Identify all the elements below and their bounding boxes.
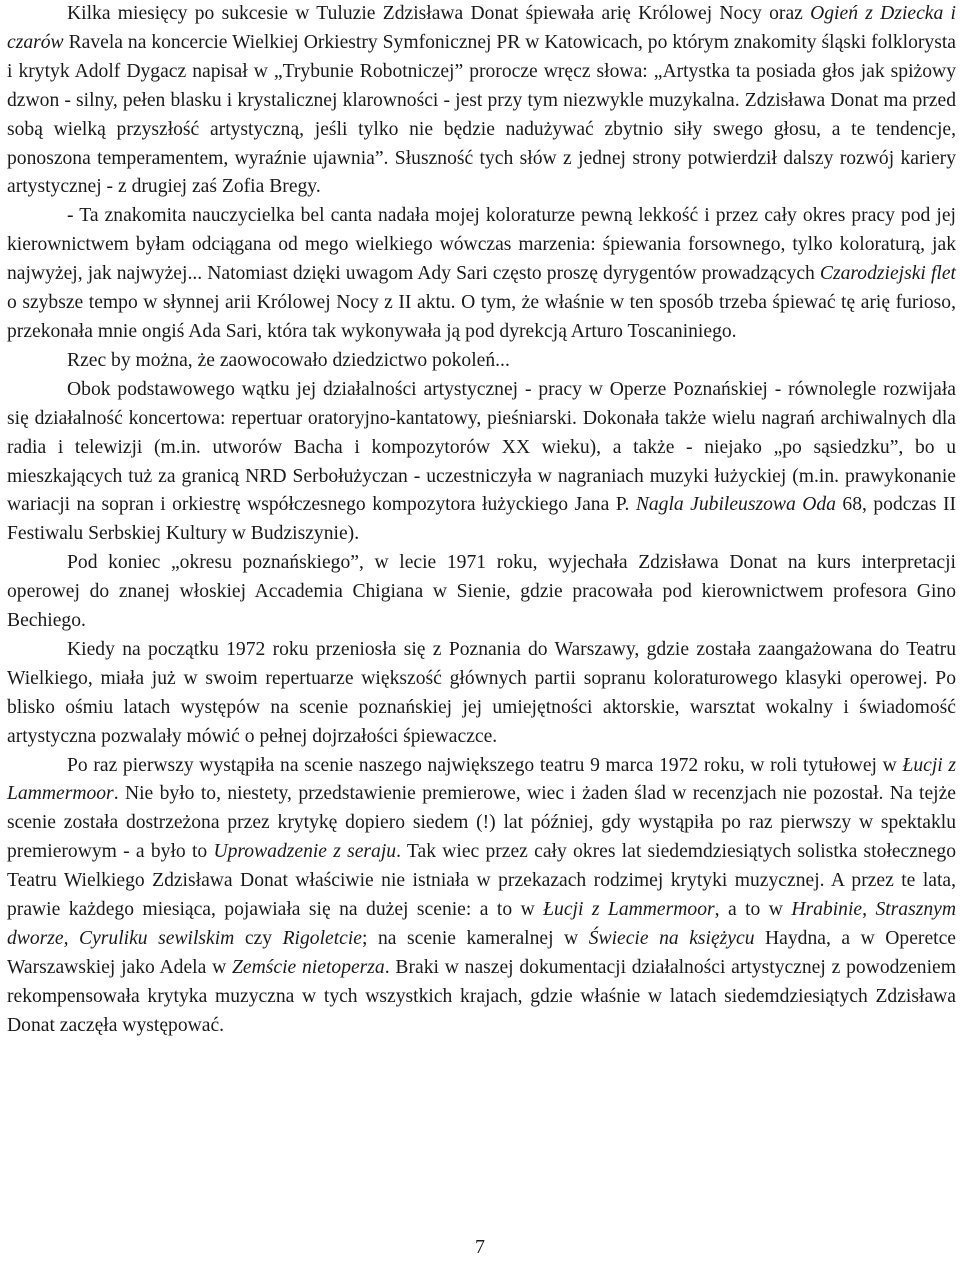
italic-title: Hrabinie, Strasznym dworze, Cyruliku sewilskim (7, 899, 956, 949)
paragraph (7, 636, 956, 752)
paragraph (7, 549, 956, 636)
text-run: Kiedy na początku 1972 roku przeniosła się z Poznania do Warszawy, gdzie została zaangażowana do Teatru Wielkiego, miała już w swoim repertuarze większość głównych partii sopranu koloraturowego klasyki operowej. Po blisko ośmiu latach występów na scenie poznańskiej jej umiejętności aktorskie, warsztat wokalny i świadomość artystyczna pozwalały mówić o pełnej dojrzałości śpiewaczce. (7, 638, 956, 747)
italic-title: Czarodziejski flet (819, 263, 956, 285)
italic-title: Ogień z Dziecka i czarów (7, 3, 956, 53)
paragraph (7, 347, 956, 376)
text-run: Pod koniec „okresu poznańskiego”, w lecie 1971 roku, wyjechała Zdzisława Donat na kurs interpretacji operowej do znanej włoskiej Accademia Chigiana w Sienie, gdzie pracowała pod kierownictwem profesora Gino Bechiego. (7, 552, 956, 632)
text-run: Haydna, a w Operetce Warszawskiej jako Adela w (7, 928, 956, 978)
italic-title: Nagla Jubileuszowa Oda (635, 494, 836, 516)
page-number: 7 (475, 1236, 485, 1258)
text-run: ; na scenie kameralnej w (362, 928, 589, 949)
text-run: . Nie było to, niestety, przedstawienie premierowe, wiec i żaden ślad w recenzjach nie pozostał. Na tejże scenie została dostrzeżona przez krytykę dopiero siedem (!) lat później, gdy wystąpiła po raz pierwszy w spektaklu premierowym - a było to (7, 783, 956, 863)
text-run: , a to w (714, 899, 792, 921)
text-run: Ravela na koncercie Wielkiej Orkiestry Symfonicznej PR w Katowicach, po którym znakomity śląski folklorysta i krytyk Adolf Dygacz napisał w „Trybunie Robotniczej” prorocze wręcz słowa: „Artystka ta posiada głos jak spiżowy dzwon - silny, pełen blasku i krystalicznej klarowności - jest przy tym niezwykle muzykalna. Zdzisława Donat ma przed sobą wielką przyszłość artystyczną, jeśli tylko nie będzie nadużywać zbytnio siły swego głosu, a te tendencje, ponoszona temperamentem, wyraźnie ujawnia”. Słuszność tych słów z jednej strony potwierdził dalszy rozwój kariery artystycznej - z drugiej zaś Zofia Bregy. (7, 31, 956, 198)
paragraphs (7, 0, 956, 1041)
paragraph (7, 376, 956, 549)
text-run: . Braki w naszej dokumentacji działalności artystycznej z powodzeniem rekompensowała krytyka muzyczna w tych wszystkich krajach, gdzie właśnie w latach siedemdziesiątych Zdzisława Donat zaczęła występować. (7, 956, 956, 1036)
text-run: o szybsze tempo w słynnej arii Królowej Nocy z II aktu. O tym, że właśnie w ten sposób trzeba śpiewać tę arię furioso, przekonała mnie ongiś Ada Sari, która tak wykonywała ją pod dyrekcją Arturo Toscaniniego. (7, 292, 956, 342)
text-run: czy (234, 928, 283, 949)
italic-title: Zemście nietoperza (232, 956, 385, 978)
paragraph (7, 202, 956, 347)
italic-title: Uprowadzenie z seraju (213, 841, 397, 863)
document-body (7, 0, 956, 1041)
italic-title: Rigoletcie (282, 928, 363, 949)
text-run: Po raz pierwszy wystąpiła na scenie naszego największego teatru 9 marca 1972 roku, w roli tytułowej w (67, 754, 903, 776)
text-run: - Ta znakomita nauczycielka bel canta nadała mojej koloraturze pewną lekkość i przez cały okres pracy pod jej kierownictwem byłam odciągana od mego wielkiego wówczas marzenia: śpiewania forsownego, tylko koloraturą, jak najwyżej, jak najwyżej... Natomiast dzięki uwagom Ady Sari często proszę dyrygentów prowadzących (7, 205, 956, 285)
italic-title: Łucji z Lammermoor (7, 754, 956, 805)
italic-title: Łucji z Lammermoor (543, 899, 715, 921)
paragraph (7, 752, 956, 1041)
text-run: Rzec by można, że zaowocowało dziedzictwo pokoleń... (67, 349, 510, 371)
paragraph (7, 0, 956, 202)
text-run: Obok podstawowego wątku jej działalności artystycznej - pracy w Operze Poznańskiej - równolegle rozwijała się działalność koncertowa: repertuar oratoryjno-kantatowy, pieśniarski. Dokonała także wielu nagrań archiwalnych dla radia i telewizji (m.in. utworów Bacha i kompozytorów XX wieku), a także - niejako „po sąsiedzku”, bo u mieszkających tuż za granicą NRD Serbołużyczan - uczestniczyła w nagraniach muzyki łużyckiej (m.in. prawykonanie wariacji na sopran i orkiestrę współczesnego kompozytora łużyckiego Jana P. (7, 378, 956, 516)
text-run: 68, podczas II Festiwalu Serbskiej Kultury w Budziszynie). (7, 494, 956, 545)
italic-title: Świecie na księżycu (588, 928, 755, 949)
text-run: . Tak wiec przez cały okres lat siedemdziesiątych solistka stołecznego Teatru Wielkiego Zdzisława Donat właściwie nie istniała w przekazach rodzimej krytyki muzycznej. A przez te lata, prawie każdego miesiąca, pojawiała się na dużej scenie: a to w (7, 841, 956, 921)
text-run: Kilka miesięcy po sukcesie w Tuluzie Zdzisława Donat śpiewała arię Królowej Nocy oraz (67, 3, 811, 24)
